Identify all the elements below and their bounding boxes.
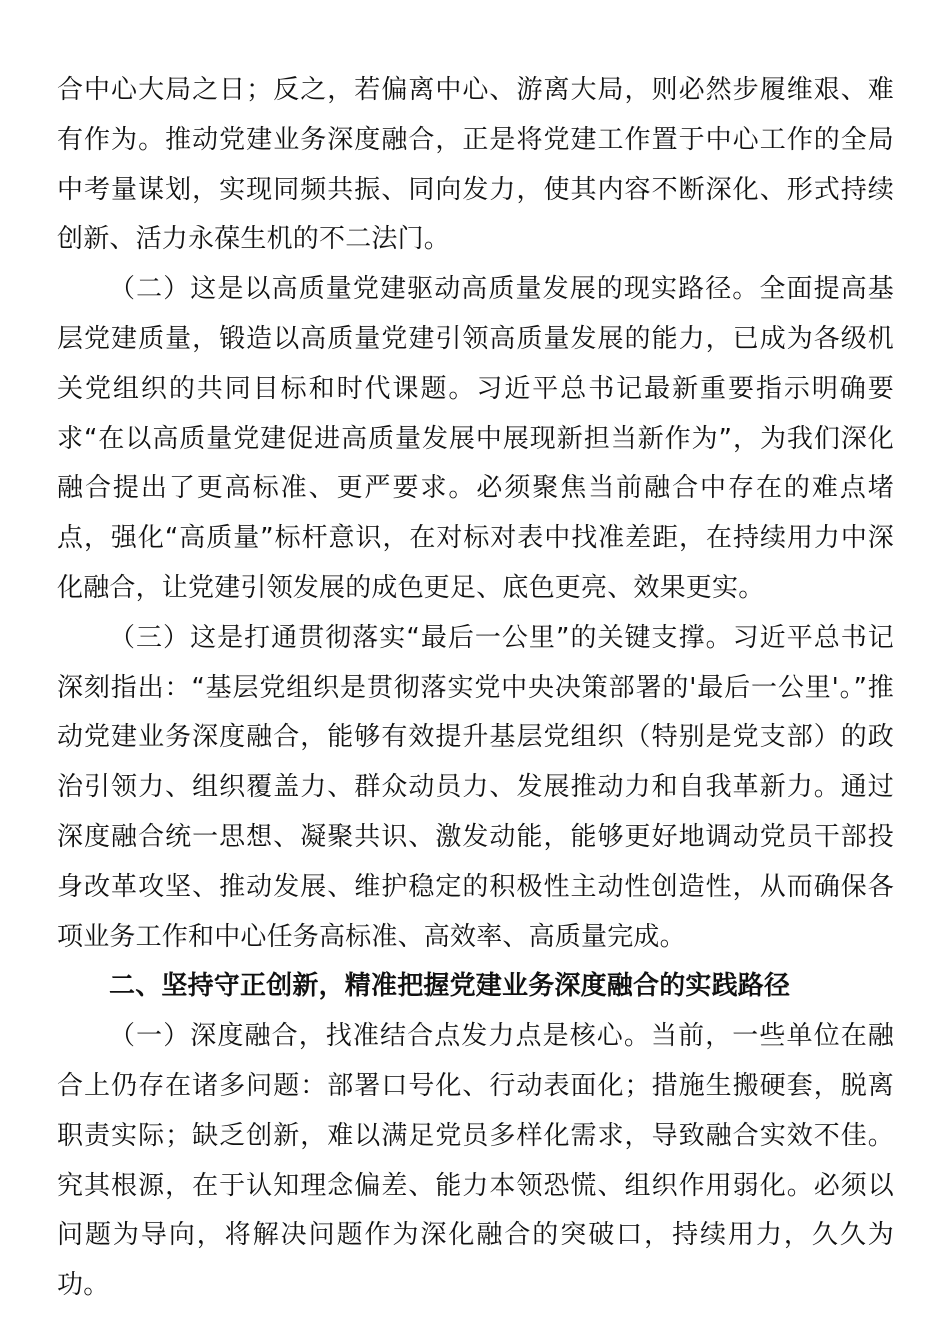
section-heading-two: 二、坚持守正创新，精准把握党建业务深度融合的实践路径 <box>109 971 791 1002</box>
paragraph-point-two: （二）这是以高质量党建驱动高质量发展的现实路径。全面提高基层党建质量，锻造以高质量党建引领高质量发展的能力，已成为各级机关党组织的共同目标和时代课题。习近平总书记最新重要指示明确要求“在以高质量党建促进高质量发展中展现新担当新作为”，为我们深化融合提出了更高标准、更严要求。必须聚焦当前融合中存在的难点堵点，强化“高质量”标杆意识，在对标对表中找准差距，在持续用力中深化融合，让党建引领发展的成色更足、底色更亮、效果更实。 <box>57 274 894 603</box>
paragraph-section-two-point-one: （一）深度融合，找准结合点发力点是核心。当前，一些单位在融合上仍存在诸多问题：部署口号化、行动表面化；措施生搬硬套，脱离职责实际；缺乏创新，难以满足党员多样化需求，导致融合实效不佳。究其根源，在于认知理念偏差、能力本领恐慌、组织作用弱化。必须以问题为导向，将解决问题作为深化融合的突破口，持续用力，久久为功。 <box>57 1021 894 1301</box>
paragraph-point-three: （三）这是打通贯彻落实“最后一公里”的关键支撑。习近平总书记深刻指出：“基层党组织是贯彻落实党中央决策部署的'最后一公里'。”推动党建业务深度融合，能够有效提升基层党组织（特别是党支部）的政治引领力、组织覆盖力、群众动员力、发展推动力和自我革新力。通过深度融合统一思想、凝聚共识、激发动能，能够更好地调动党员干部投身改革攻坚、推动发展、维护稳定的积极性主动性创造性，从而确保各项业务工作和中心任务高标准、高效率、高质量完成。 <box>57 622 894 952</box>
paragraph-continuation: 合中心大局之日；反之，若偏离中心、游离大局，则必然步履维艰、难有作为。推动党建业务深度融合，正是将党建工作置于中心工作的全局中考量谋划，实现同频共振、同向发力，使其内容不断深化、形式持续创新、活力永葆生机的不二法门。 <box>57 75 894 255</box>
